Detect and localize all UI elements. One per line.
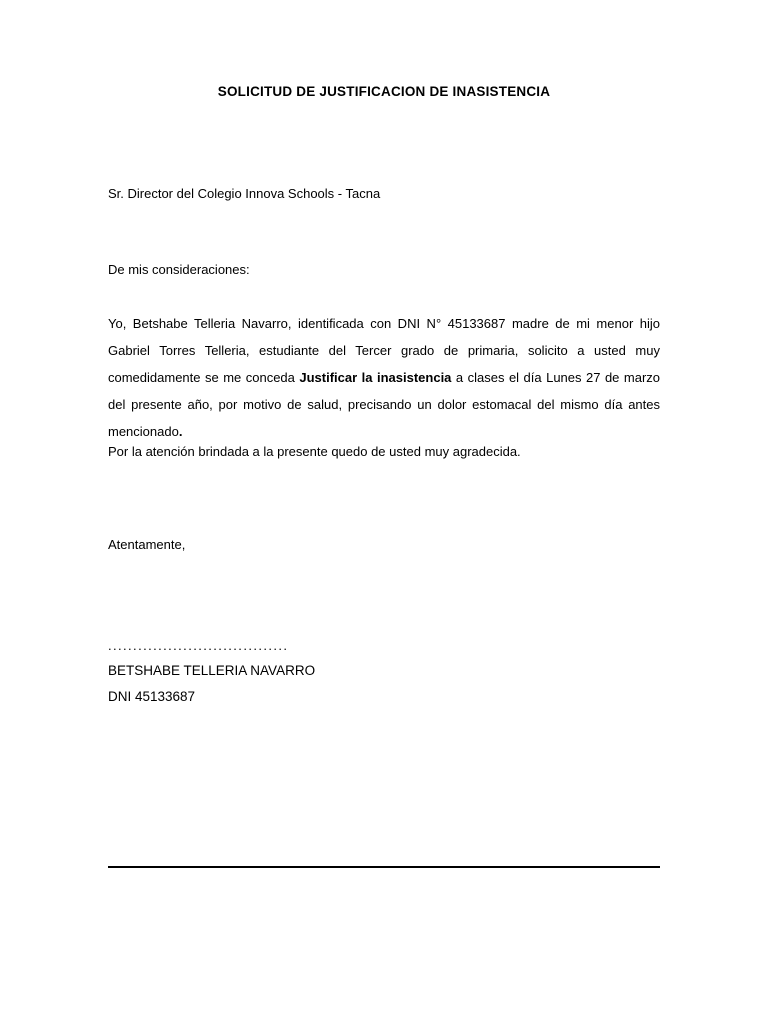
main-paragraph [108, 310, 660, 445]
main-paragraph-emphasis: Justificar la inasistencia [299, 370, 452, 385]
signature-name: BETSHABE TELLERIA NAVARRO [108, 663, 316, 678]
page-title: SOLICITUD DE JUSTIFICACION DE INASISTENCIA [217, 84, 551, 99]
signature-dni: DNI 45133687 [108, 689, 196, 704]
main-paragraph-part-2: a clases el día Lunes 27 de marzo del presente año, por motivo de salud, precisando un dolor estomacal del mismo día antes mencionado [108, 370, 661, 439]
bottom-divider [108, 866, 660, 868]
main-paragraph-part-1: Yo, Betshabe Telleria Navarro, identificada con DNI N° 45133687 madre de mi menor hijo Gabriel Torres Telleria, estudiante del Tercer grado de primaria, solicito a usted muy comedidamente se me conceda [108, 316, 660, 385]
salutation-line: De mis consideraciones: [108, 262, 250, 277]
thanks-paragraph: Por la atención brindada a la presente quedo de usted muy agradecida. [108, 444, 521, 459]
signature-line: .................................... [108, 638, 289, 653]
addressee-line: Sr. Director del Colegio Innova Schools - Tacna [108, 186, 381, 201]
main-paragraph-part-3: . [178, 424, 183, 439]
closing-line: Atentamente, [108, 537, 186, 552]
